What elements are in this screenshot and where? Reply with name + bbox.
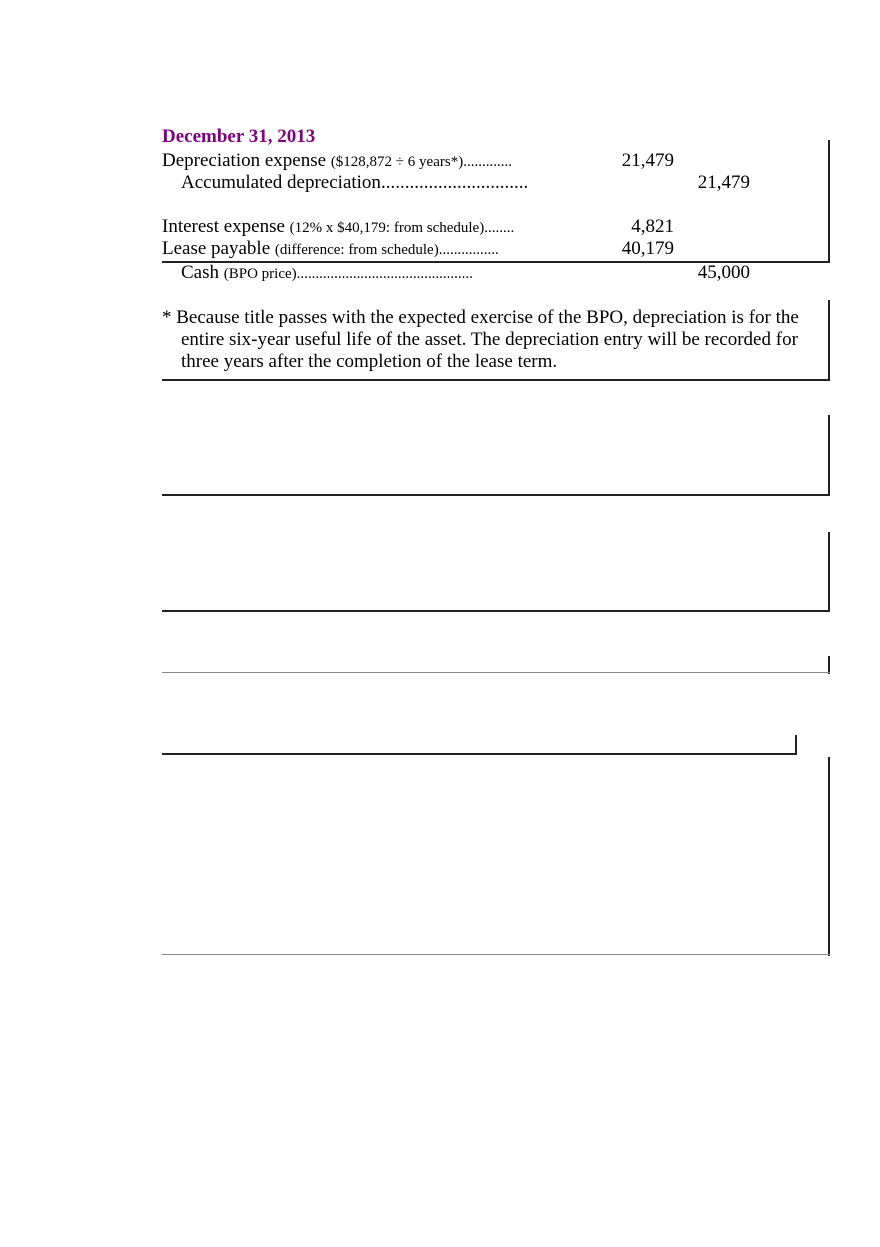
footnote-text: * Because title passes with the expected exercise of the BPO, depreciation is for the entire six-year useful life of the asset. The depreciation entry will be recorded for three years after the completion of the lease term. <box>162 307 799 372</box>
account: Lease payable <box>162 238 271 259</box>
account: Depreciation expense <box>162 150 327 171</box>
entry-date: December 31, 2013 <box>162 126 316 147</box>
account: Accumulated depreciation <box>181 172 381 193</box>
footnote <box>162 307 802 373</box>
leader-dots: ........ <box>484 220 515 236</box>
box-border-bottom <box>162 672 830 673</box>
box-border-right <box>828 415 830 496</box>
row-depreciation-expense <box>162 150 512 173</box>
leader-dots: ................ <box>438 242 499 258</box>
leader-dots: ............................... <box>380 172 529 193</box>
row-lease-payable <box>162 238 499 261</box>
box-border-right <box>828 140 830 263</box>
debit-amount: 4,821 <box>631 216 674 237</box>
box-border-bottom <box>162 261 830 263</box>
account-note: (12% x $40,179: from schedule) <box>289 220 485 236</box>
debit-amount: 21,479 <box>621 150 674 171</box>
leader-dots: ............................................... <box>296 266 473 282</box>
account-note: (difference: from schedule) <box>274 242 439 258</box>
box-border-bottom <box>162 610 830 612</box>
box-border-right <box>828 757 830 956</box>
box-border-bottom <box>162 954 830 955</box>
row-accumulated-depreciation <box>181 172 528 194</box>
credit-amount: 21,479 <box>697 172 750 193</box>
row-cash <box>181 262 473 285</box>
debit-amount: 40,179 <box>621 238 674 259</box>
credit-amount: 45,000 <box>697 262 750 283</box>
row-interest-expense <box>162 216 514 239</box>
account: Cash <box>181 262 219 283</box>
account: Interest expense <box>162 216 285 237</box>
box-border-bottom <box>162 494 830 496</box>
box-border-right <box>828 300 830 381</box>
account-note: (BPO price) <box>223 266 297 282</box>
box-border-bottom <box>162 379 830 381</box>
box-border-right <box>828 532 830 612</box>
account-note: ($128,872 ÷ 6 years*) <box>330 154 464 170</box>
box-border-right <box>795 735 797 755</box>
leader-dots: ............. <box>463 154 512 170</box>
box-border-bottom <box>162 753 797 755</box>
